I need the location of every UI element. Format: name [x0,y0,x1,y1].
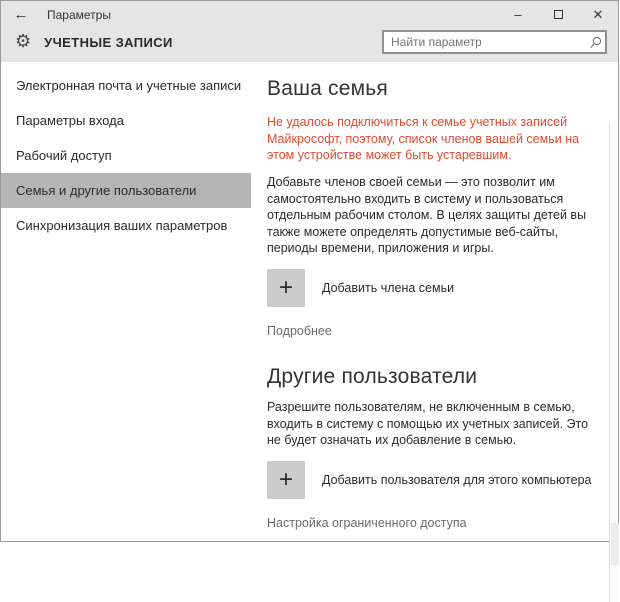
content-pane [267,62,597,541]
scrollbar-track[interactable] [609,123,618,602]
close-icon: ✕ [592,6,604,22]
page-title: УЧЕТНЫЕ ЗАПИСИ [44,34,173,50]
plus-icon[interactable]: + [267,269,305,307]
back-button[interactable] [1,1,41,28]
add-family-member-label: Добавить члена семьи [322,281,455,295]
search-box[interactable] [382,30,607,54]
maximize-button[interactable] [538,1,578,28]
family-section-heading: Ваша семья [267,77,388,100]
maximize-icon [554,10,563,19]
minimize-icon: – [514,7,522,22]
main-area [1,62,618,541]
other-users-description: Разрешите пользователям, не включенным в семью, входить в систему с помощью их учетных записей. Это не будет означать их добавление в семью. [267,400,589,448]
gear-icon: ⚙ [15,31,32,52]
add-other-user-button[interactable] [267,461,597,499]
sidebar-item-label: Рабочий доступ [16,148,112,163]
title-bar [1,1,618,28]
search-input[interactable] [384,35,585,49]
sidebar-item-label: Семья и другие пользователи [16,183,197,198]
sidebar-item-email-accounts[interactable] [1,68,251,103]
scrollbar-thumb[interactable] [611,523,619,565]
sidebar-item-label: Параметры входа [16,113,124,128]
sidebar-item-label: Синхронизация ваших параметров [16,218,228,233]
window-controls [498,1,618,28]
family-description: Добавьте членов своей семьи — это позволит им самостоятельно входить в систему и пользоваться отдельным рабочим столом. В целях защиты детей вы также можете определять допустимые веб-сайты, периоды времени, приложения и игры. [267,174,587,256]
add-other-user-label: Добавить пользователя для этого компьютера [322,472,592,487]
search-icon [585,36,605,49]
sidebar-item-signin-options[interactable] [1,103,251,138]
window-title: Параметры [47,7,111,22]
sidebar-item-work-access[interactable] [1,138,251,173]
minimize-button[interactable] [498,1,538,28]
sidebar-item-label: Электронная почта и учетные записи [16,78,242,93]
sidebar-item-family-other-users[interactable] [1,173,251,208]
learn-more-link[interactable]: Подробнее [267,324,332,338]
assigned-access-link[interactable]: Настройка ограниченного доступа [267,515,467,530]
close-button[interactable] [578,1,618,28]
plus-icon[interactable]: + [267,461,305,499]
add-family-member-button[interactable] [267,269,597,307]
back-arrow-icon: ← [13,6,29,23]
page-header [1,28,618,62]
family-warning-text: Не удалось подключиться к семье учетных записей Майкрософт, поэтому, список членов вашей семьи на этом устройстве может быть устаревшим. [267,115,580,163]
sidebar-item-sync-settings[interactable] [1,208,251,243]
sidebar-nav [1,62,259,541]
other-users-section-heading: Другие пользователи [267,365,478,388]
